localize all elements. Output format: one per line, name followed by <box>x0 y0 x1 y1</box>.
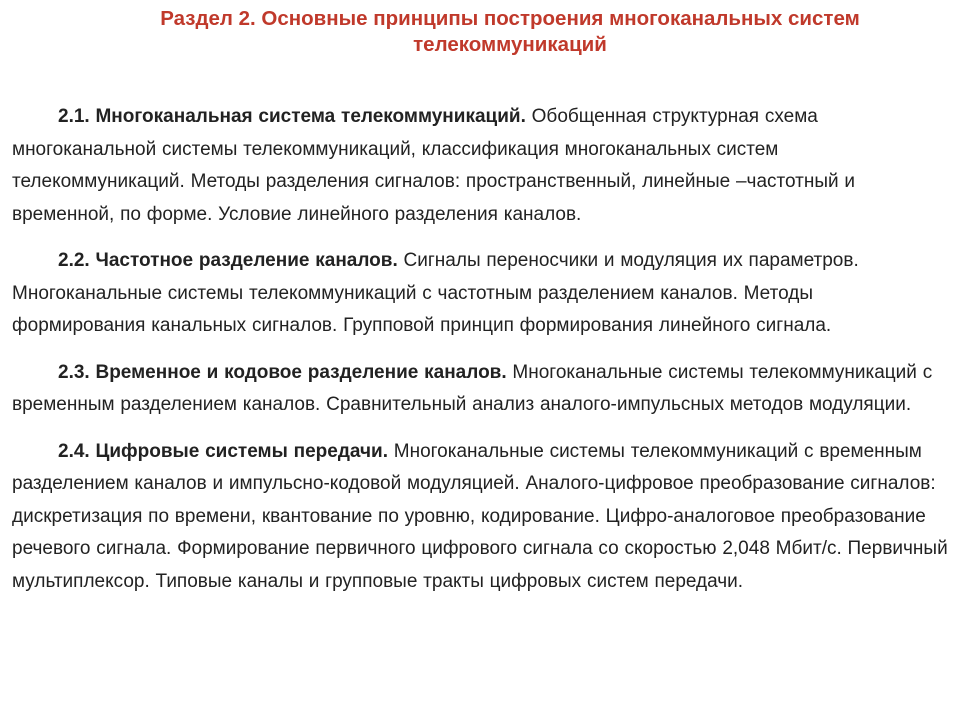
section-heading: 2.3. Временное и кодовое разделение каналов. <box>58 361 507 383</box>
section-heading: 2.2. Частотное разделение каналов. <box>58 250 398 271</box>
section-body: Многоканальные системы телекоммуникаций с временным разделением каналов и импульсно-кодовой модуляцией. Аналого-цифровое преобразование сигналов: дискретизация по времени, квантование по уровню, кодирование. Цифро-аналоговое преобразование речевого сигнала. Формирование первичного цифрового сигнала со скоростью 2,048 Мбит/с. Первичный мультиплексор. Типовые каналы и групповые тракты цифровых систем передачи. <box>12 440 948 592</box>
page-title <box>60 6 960 58</box>
section-body: Многоканальные системы телекоммуникаций с временным разделением каналов. Сравнительный анализ аналого-импульсных методов модуляции. <box>12 361 933 415</box>
title-line-2: телекоммуникаций <box>413 33 607 56</box>
section-body: Сигналы переносчики и модуляция их параметров. Многоканальные системы телекоммуникаций с частотным разделением каналов. Методы формирования канальных сигналов. Групповой принцип формирования линейного сигнала. <box>12 250 859 336</box>
section-2-3 <box>12 357 952 422</box>
section-2-2 <box>12 245 952 343</box>
section-2-4 <box>12 436 952 599</box>
section-heading: 2.4. Цифровые системы передачи. <box>58 440 388 462</box>
section-2-1 <box>12 101 952 231</box>
section-body: Обобщенная структурная схема многоканальной системы телекоммуникаций, классификация многоканальных систем телекоммуникаций. Методы разделения сигналов: пространственный, линейные –частотный и временной, по форме. Условие линейного разделения каналов. <box>12 106 856 225</box>
title-line-1: Раздел 2. Основные принципы построения многоканальных систем <box>160 7 860 30</box>
section-list <box>12 101 952 612</box>
section-heading: 2.1. Многоканальная система телекоммуникаций. <box>58 106 526 127</box>
